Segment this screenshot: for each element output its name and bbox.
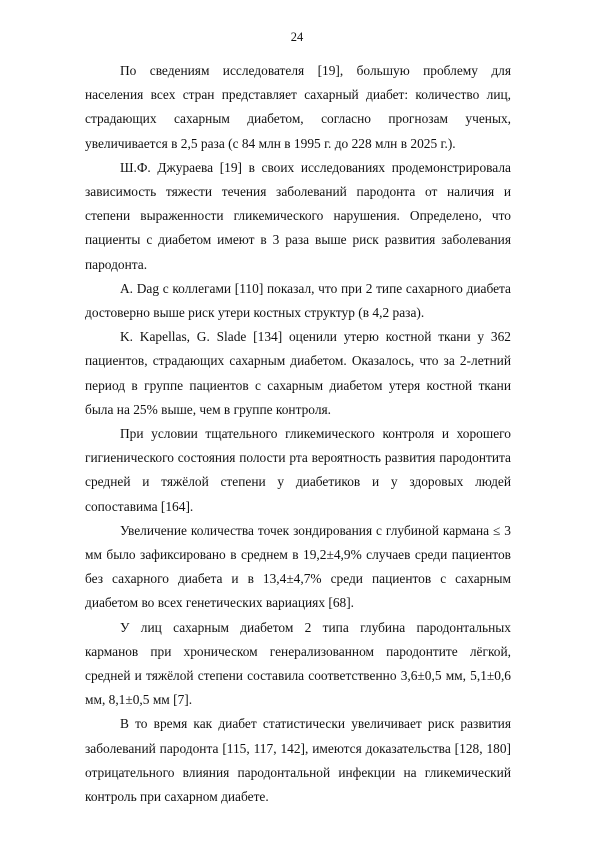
paragraph-pocket-depth: У лиц сахарным диабетом 2 типа глубина пародонтальных карманов при хроническом генерализованном пародонтите лёгкой, средней и тяжёлой степени составила соответственно 3,6±0,5 мм, 5,1±0,6 мм, 8,1±0,5 мм [7]. — [85, 619, 511, 708]
paragraph-dzhuraeva: Ш.Ф. Джураева [19] в своих исследованиях продемонстрировала зависимость тяжести течения заболеваний пародонта от наличия и степени выраженности гликемического нарушения. Определено, что пациенты с диабетом имеют в 3 раза выше риск развития заболевания пародонта. — [85, 159, 511, 272]
paragraph-glycemic-control: При условии тщательного гликемического контроля и хорошего гигиенического состояния полости рта вероятность развития пародонтита средней и тяжёлой степени у диабетиков и у здоровых людей сопоставима [164]. — [85, 426, 511, 514]
paragraph-kapellas-slade: K. Kapellas, G. Slade [134] оценили утерю костной ткани у 362 пациентов, страдающих сахарным диабетом. Оказалось, что за 2-летний период в группе пациентов с сахарным диабетом утеря костной ткани была на 25% выше, чем в группе контроля. — [85, 329, 511, 417]
paragraph-prevalence: По сведениям исследователя [19], большую проблему для населения всех стран представляет сахарный диабет: количество лиц, страдающих сахарным диабетом, согласно прогнозам ученых, увеличивается в 2,5 раза (с 84 млн в 1995 г. до 228 млн в 2025 г.). — [85, 63, 511, 151]
paragraph-dag: A. Dag с коллегами [110] показал, что при 2 типе сахарного диабета достоверно выше риск утери костных структур (в 4,2 раза). — [85, 280, 511, 321]
page-body — [85, 59, 511, 809]
page-number: 24 — [290, 30, 304, 44]
paragraph-periodontal-infection: В то время как диабет статистически увеличивает риск развития заболеваний пародонта [115, 117, 142], имеются доказательства [128, 180] отрицательного влияния пародонтальной инфекции на гликемический контроль при сахарном диабете. — [85, 716, 511, 805]
paragraph-probing-depth: Увеличение количества точек зондирования с глубиной кармана ≤ 3 мм было зафиксировано в среднем в 19,2±4,9% случаев среди пациентов без сахарного диабета и в 13,4±4,7% среди пациентов с сахарным диабетом во всех генетических вариациях [68]. — [85, 522, 511, 611]
